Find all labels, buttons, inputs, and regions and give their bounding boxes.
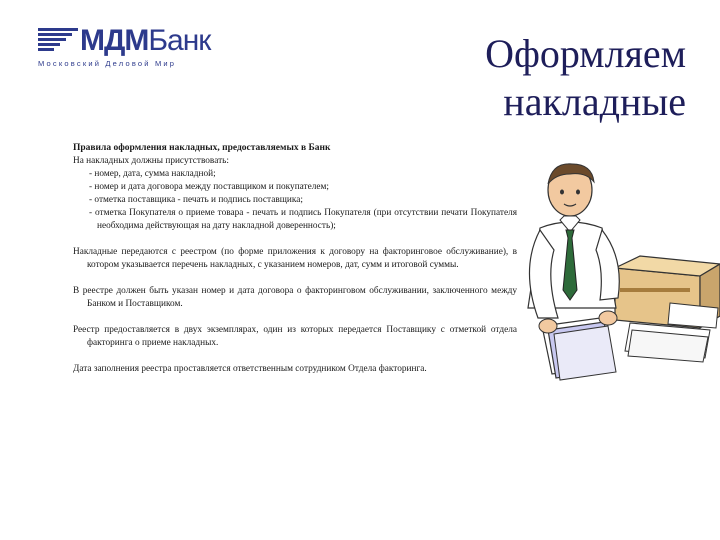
requirement-item: - номер, дата, сумма накладной; — [89, 169, 216, 179]
paragraph-contract: В реестре должен быть указан номер и дата договора о факторинговом обслуживании, заключенного между Банком и Поставщиком. — [73, 286, 517, 309]
requirement-item: - номер и дата договора между поставщиком и покупателем; — [89, 182, 329, 192]
requirements-block — [73, 155, 517, 233]
logo-wordmark — [80, 24, 210, 58]
document-heading: Правила оформления накладных, предоставляемых в Банк — [73, 143, 331, 153]
clerk-with-papers-illustration — [520, 158, 720, 390]
logo-tagline: Московский Деловой Мир — [38, 59, 177, 68]
rules-document — [73, 142, 517, 389]
bank-logo — [38, 22, 211, 74]
requirements-intro: На накладных должны присутствовать: — [73, 156, 229, 166]
paragraph-copies: Реестр предоставляется в двух экземплярах, один из которых передается Поставщику с отметкой отдела факторинга о приеме накладных. — [73, 325, 517, 348]
slide-title — [485, 30, 686, 126]
requirement-item: - отметка поставщика - печать и подпись поставщика; — [89, 195, 303, 205]
paragraph-registry: Накладные передаются с реестром (по форме приложения к договору на факторинговое обслуживание), в котором указывается перечень накладных, с указанием номеров, дат, сумм и итоговой суммы. — [73, 247, 517, 270]
slide-title-line-1: Оформляем — [485, 31, 686, 76]
paragraph-date: Дата заполнения реестра проставляется ответственным сотрудником Отдела факторинга. — [73, 364, 427, 374]
slide-title-line-2: накладные — [503, 79, 686, 124]
logo-brand-thin: Банк — [148, 24, 211, 57]
logo-brand-bold: МДМ — [80, 24, 149, 57]
logo-stripes-icon — [38, 28, 78, 56]
requirement-item: - отметка Покупателя о приеме товара - печать и подпись Покупателя (при отсутствии печати Покупателя необходима действующая на дату накладной доверенность); — [89, 208, 517, 231]
